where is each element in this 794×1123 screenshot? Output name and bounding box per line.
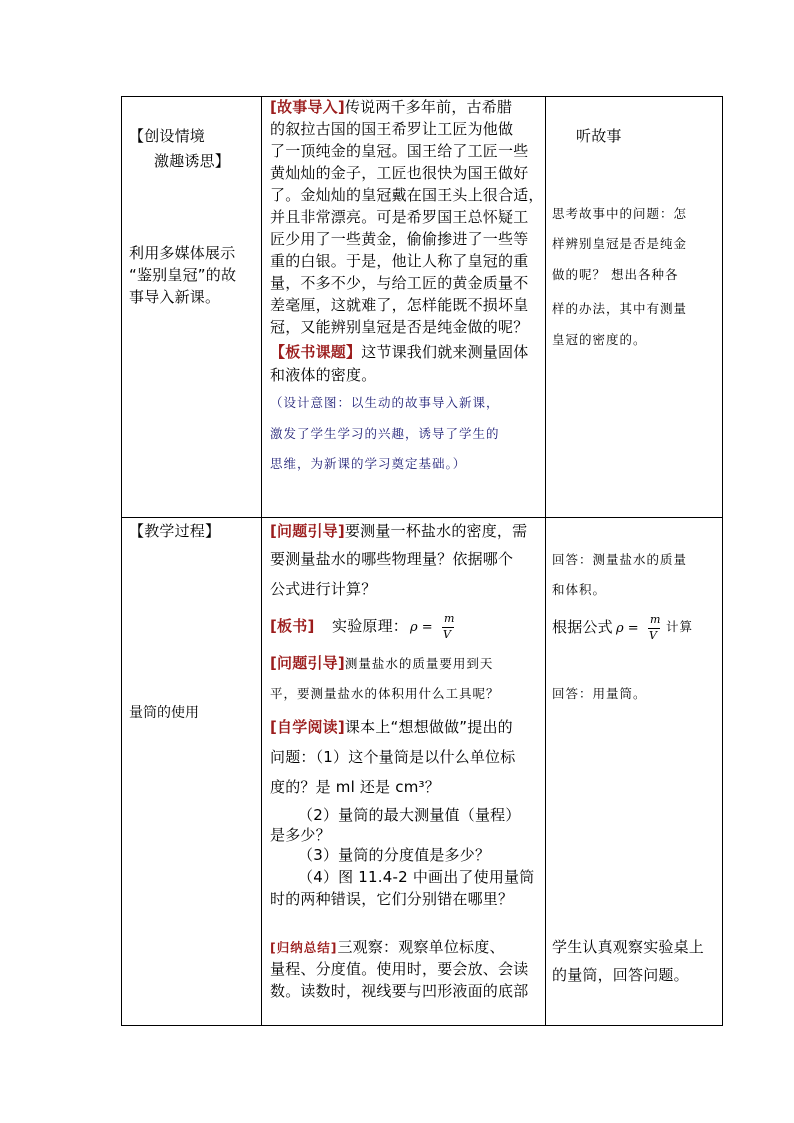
think-line: 样辨别皇冠是否是纯金	[552, 236, 688, 251]
method-line-1: 利用多媒体展示	[129, 244, 236, 262]
story-first-text: 传说两千多年前，古希腊	[344, 98, 513, 116]
sub-question-2: （2）量筒的最大测量值（量程）	[298, 806, 521, 824]
method-line-3: 事导入新课。	[129, 288, 221, 306]
answer1-line: 回答：测量盐水的质量	[552, 552, 688, 567]
tag-story-intro: [故事导入]	[270, 98, 345, 116]
think-line: 皇冠的密度的。	[552, 332, 647, 347]
lesson-table	[121, 96, 723, 1026]
question1-first-text: 要测量一杯盐水的密度，需	[344, 522, 528, 540]
story-line: 重的白银。于是，他让人称了皇冠的重	[270, 252, 529, 270]
section-heading-part1: 【创设情境	[129, 127, 206, 145]
board-first-text: 这节课我们就来测量固体	[361, 343, 529, 361]
formula-denominator: V	[443, 628, 451, 641]
observe-line: 的量筒，回答问题。	[552, 966, 689, 984]
answer-formula-numerator: m	[650, 613, 661, 626]
sub-question-3: （3）量筒的分度值是多少？	[298, 846, 491, 864]
design-intent-line: （设计意图：以生动的故事导入新课，	[270, 395, 500, 410]
teaching-process-heading: 【教学过程】	[129, 522, 221, 540]
answer2: 回答：用量筒。	[552, 686, 647, 701]
story-line: 差毫厘，这就难了，怎样能既不损坏皇	[270, 296, 529, 314]
board-line-2: 和液体的密度。	[270, 366, 377, 384]
summary-line: 数。读数时，视线要与凹形液面的底部	[270, 982, 529, 1000]
sub-question-2-cont: 是多少？	[270, 826, 331, 844]
reading-line-1	[270, 720, 513, 735]
summary-line: 量程、分度值。使用时，要会放、会读	[270, 960, 529, 978]
answer-formula-denominator: V	[649, 629, 657, 642]
question1-line: 要测量盐水的哪些物理量？依据哪个	[270, 550, 514, 568]
method-line-2: “鉴别皇冠”的故	[129, 266, 237, 284]
question2-first-text: 测量盐水的质量要用到天	[344, 656, 494, 671]
story-line: 冠，又能辨别皇冠是否是纯金做的呢？	[270, 318, 529, 336]
principle-label: 实验原理：	[332, 617, 409, 635]
tag-summary: [归纳总结]	[270, 940, 338, 955]
board-principle-line	[270, 619, 315, 634]
section-heading-part2: 激趣诱思】	[154, 152, 231, 170]
story-line: 的叙拉古国的国王希罗让工匠为他做	[270, 120, 514, 138]
story-line: 了。金灿灿的皇冠戴在国王头上很合适，	[270, 186, 544, 204]
think-line: 做的呢？ 想出各种各	[552, 267, 679, 282]
formula-suffix: 计算	[666, 619, 694, 634]
story-line: 匠少用了一些黄金，偷偷掺进了一些等	[270, 230, 529, 248]
design-intent-line: 激发了学生学习的兴趣，诱导了学生的	[270, 426, 500, 441]
design-intent-line: 思维，为新课的学习奠定基础。）	[270, 456, 467, 471]
table-border-right	[722, 96, 723, 1026]
reading-line: 问题：（1）这个量筒是以什么单位标	[270, 748, 516, 766]
student-activity-listen: 听故事	[576, 127, 622, 145]
reading-line: 度的？是 ml 还是 cm³？	[270, 778, 440, 796]
tag-question-guide-2: [问题引导]	[270, 654, 345, 672]
story-line-1	[270, 100, 512, 115]
think-line: 样的办法，其中有测量	[552, 301, 688, 316]
reading-first-text: 课本上“想想做做”提出的	[344, 718, 513, 736]
tag-board-title: 【板书课题】	[270, 343, 362, 361]
question1-line-1	[270, 524, 527, 539]
answer1-line: 和体积。	[552, 582, 607, 597]
question1-line: 公式进行计算？	[270, 580, 377, 598]
story-line: 了一顶纯金的皇冠。国王给了工匠一些	[270, 142, 529, 160]
question2-line-1	[270, 656, 493, 671]
question2-line-2: 平，要测量盐水的体积用什么工具呢？	[270, 686, 500, 701]
story-line: 量，不多不少，与给工匠的黄金质量不	[270, 274, 529, 292]
think-line: 思考故事中的问题：怎	[552, 206, 688, 221]
topic-title: 量筒的使用	[129, 705, 199, 721]
observe-line: 学生认真观察实验桌上	[552, 938, 705, 956]
formula-prefix: 根据公式	[552, 618, 613, 636]
row2-col2	[262, 518, 545, 1025]
formula-rho: ρ =	[410, 620, 433, 635]
row1-col2	[262, 96, 545, 517]
row1-col1	[121, 96, 261, 517]
sub-question-4: （4）图 11.4-2 中画出了使用量筒	[298, 868, 535, 886]
story-line: 黄灿灿的金子，工匠也很快为国王做好	[270, 164, 529, 182]
summary-first-text: 三观察：观察单位标度、	[337, 938, 505, 956]
formula-numerator: m	[444, 612, 455, 625]
tag-question-guide: [问题引导]	[270, 522, 345, 540]
row1-col3	[546, 96, 722, 517]
story-line: 并且非常漂亮。可是希罗国王总怀疑工	[270, 208, 529, 226]
sub-question-4-cont: 时的两种错误，它们分别错在哪里？	[270, 890, 514, 908]
table-border-bottom	[121, 1025, 723, 1026]
row2-col3	[546, 518, 722, 1025]
row2-col1	[121, 518, 261, 1025]
answer-formula-rho: ρ =	[616, 621, 639, 636]
tag-self-reading: [自学阅读]	[270, 718, 345, 736]
board-line-1	[270, 345, 528, 360]
tag-board: [板书]	[270, 617, 315, 635]
summary-line-1	[270, 940, 505, 955]
